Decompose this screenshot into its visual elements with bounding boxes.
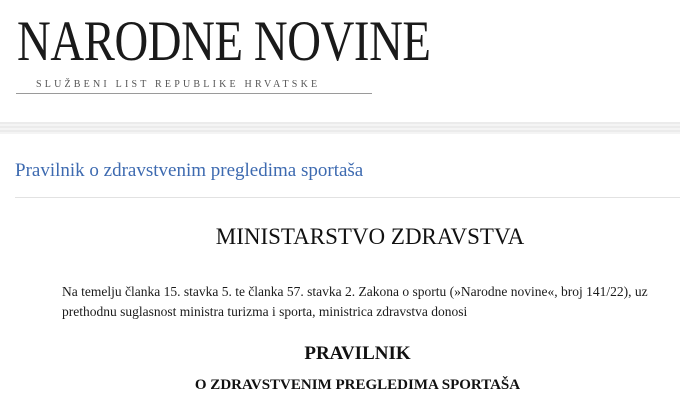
masthead: [0, 0, 680, 122]
site-logo-title[interactable]: NARODNE NOVINE: [17, 10, 431, 73]
document-type: PRAVILNIK: [304, 343, 411, 364]
document-title-link[interactable]: Pravilnik o zdravstvenim pregledima sportaša: [15, 160, 364, 181]
legal-basis-line-1: Na temelju članka 15. stavka 5. te članka 57. stavka 2. Zakona o sportu (»Narodne novine«, broj 141/22), uz: [62, 284, 648, 299]
document-content: [0, 134, 680, 411]
masthead-divider: [16, 93, 372, 94]
site-logo-subtitle: SLUŽBENI LIST REPUBLIKE HRVATSKE: [36, 79, 321, 90]
header-band: [0, 122, 680, 134]
title-divider: [15, 197, 680, 198]
issuing-ministry: MINISTARSTVO ZDRAVSTVA: [215, 224, 525, 249]
legal-basis-paragraph: [40, 282, 648, 322]
document-subject: O ZDRAVSTVENIM PREGLEDIMA SPORTAŠA: [194, 377, 521, 393]
legal-basis-line-2: prethodnu suglasnost ministra turizma i sporta, ministrica zdravstva donosi: [62, 304, 468, 319]
